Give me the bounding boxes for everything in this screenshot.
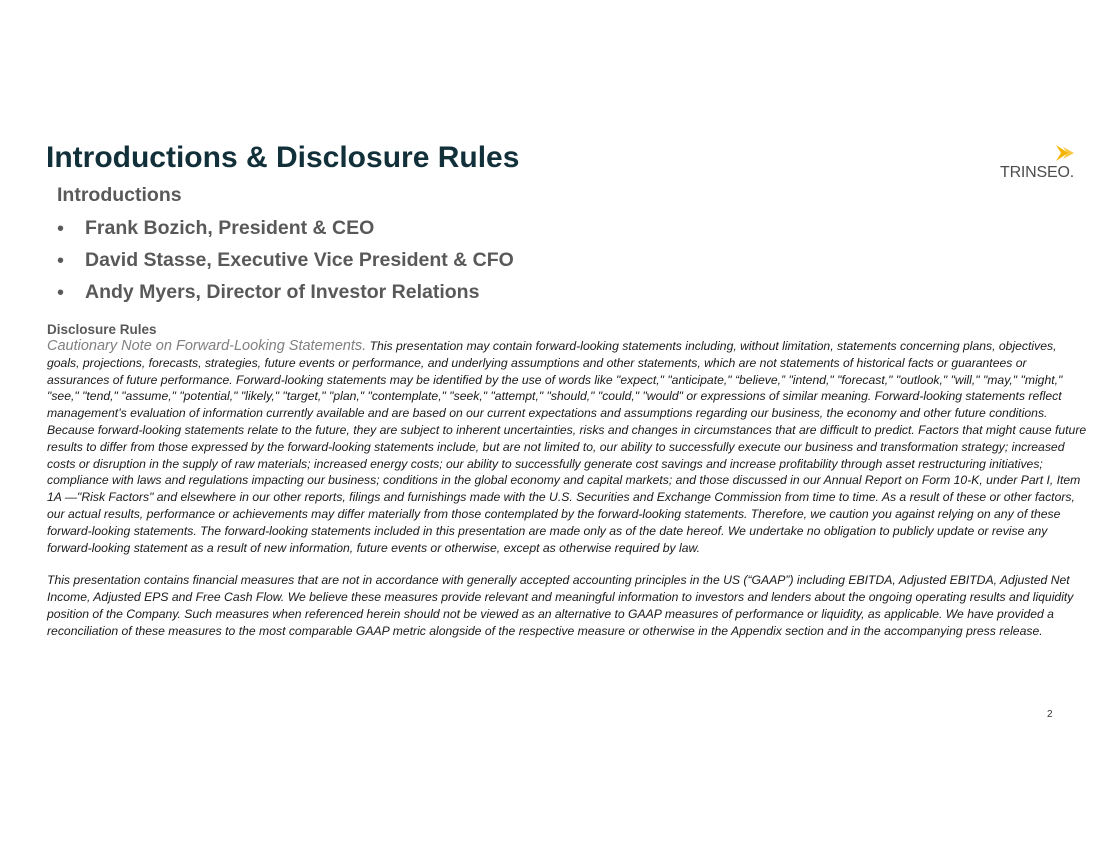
chevron-logo-icon <box>1056 145 1076 161</box>
introductions-section <box>57 184 857 313</box>
bullet-icon: • <box>57 250 65 272</box>
list-item <box>57 217 857 249</box>
cautionary-note-lead: Cautionary Note on Forward-Looking Statements. <box>47 338 367 354</box>
forward-looking-statement <box>47 338 1087 556</box>
bullet-icon: • <box>57 282 65 304</box>
list-item <box>57 281 857 313</box>
logo-wordmark: TRINSEO. <box>1000 164 1074 181</box>
list-item <box>57 249 857 281</box>
people-list <box>57 217 857 313</box>
non-gaap-statement: This presentation contains financial measures that are not in accordance with generally accepted accounting principles in the US (“GAAP”) including EBITDA, Adjusted EBITDA, Adjusted Net Income, Adjusted EPS and Free Cash Flow. We believe these measures provide relevant and meaningful information to investors and lenders about the ongoing operating results and liquidity position of the Company. Such measures when referenced herein should not be viewed as an alternative to GAAP measures of performance or liquidity, as applicable. We have provided a reconciliation of these measures to the most comparable GAAP metric alongside of the respective measure or otherwise in the Appendix section and in the accompanying press release. <box>47 573 1074 638</box>
bullet-icon: • <box>57 218 65 240</box>
introductions-heading: Introductions <box>57 184 182 206</box>
page-number: 2 <box>1047 709 1053 720</box>
forward-looking-body: This presentation may contain forward-looking statements including, without limitation, statements concerning plans, objectives, goals, projections, forecasts, strategies, future events or performance, and underlying assumptions and other statements, which are not statements of historical facts or guarantees or assurances of future performance. Forward-looking statements may be identified by the use of words like "expect," "anticipate," “believe,” "intend," "forecast," "outlook," "will," "may," "might," "see," "tend," "assume," "potential," "likely," "target," "plan," "contemplate," "seek," "attempt," "should," "could," "would" or expressions of similar meaning. Forward-looking statements reflect management’s evaluation of information currently available and are based on our current expectations and assumptions regarding our business, the economy and other future conditions. Because forward-looking statements relate to the future, they are subject to inherent uncertainties, risks and changes in circumstances that are difficult to predict. Factors that might cause future results to differ from those expressed by the forward-looking statements include, but are not limited to, our ability to successfully execute our business and transformation strategy; increased costs or disruption in the supply of raw materials; increased energy costs; our ability to successfully generate cost savings and increase profitability through asset restructuring initiatives; compliance with laws and regulations impacting our business; conditions in the global economy and capital markets; and those discussed in our Annual Report on Form 10-K, under Part I, Item 1A —"Risk Factors" and elsewhere in our other reports, filings and furnishings made with the U.S. Securities and Exchange Commission from time to time. As a result of these or other factors, our actual results, performance or achievements may differ materially from those contemplated by the forward-looking statements. Therefore, we caution you against relying on any of these forward-looking statements. The forward-looking statements included in this presentation are made only as of the date hereof. We undertake no obligation to publicly update or revise any forward-looking statement as a result of new information, future events or otherwise, except as otherwise required by law. <box>47 339 1087 555</box>
company-logo <box>1000 145 1080 185</box>
disclosure-heading: Disclosure Rules <box>47 322 157 337</box>
person-name-title: David Stasse, Executive Vice President & CFO <box>85 249 514 271</box>
disclosure-section <box>47 322 1087 640</box>
page-title: Introductions & Disclosure Rules <box>46 141 520 174</box>
person-name-title: Frank Bozich, President & CEO <box>85 217 375 239</box>
person-name-title: Andy Myers, Director of Investor Relations <box>85 281 480 303</box>
